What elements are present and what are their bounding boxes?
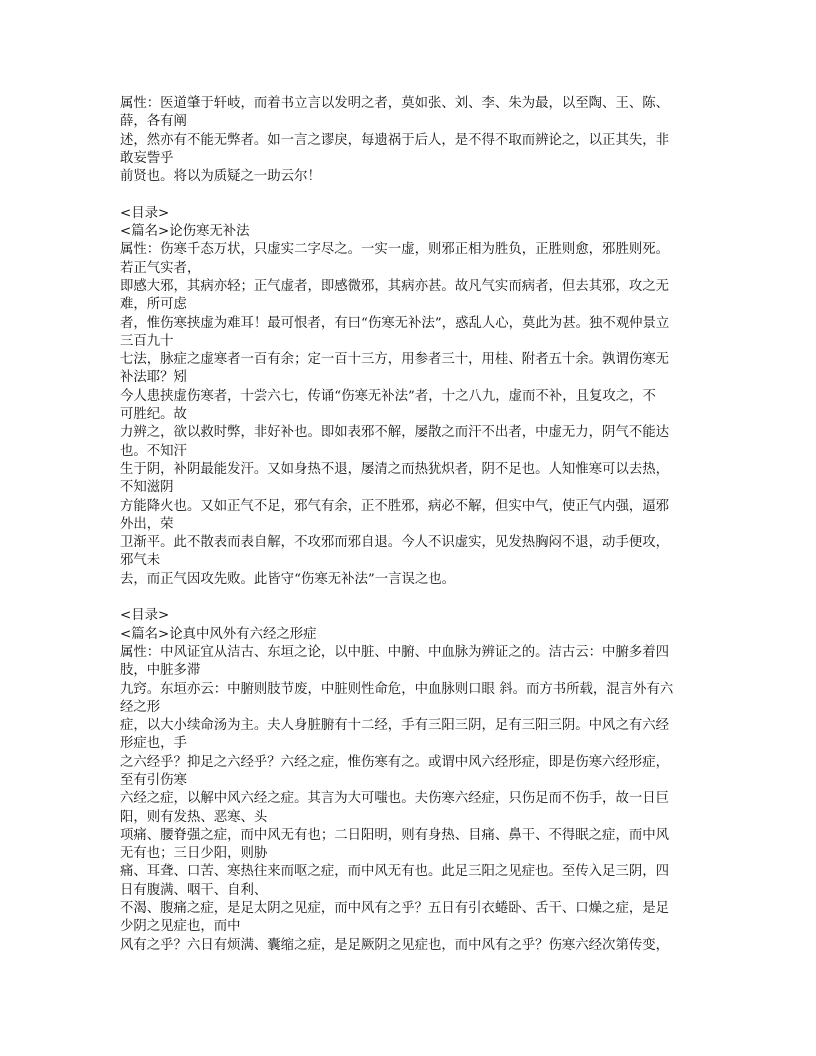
text-line: 风有之乎？六日有烦满、囊缩之症，是足厥阴之见症也，而中风有之乎？伤寒六经次第传变， — [120, 937, 670, 953]
text-line: 经之形 — [120, 699, 161, 715]
text-line: 六经之症，以解中风六经之症。其言为大可嗤也。夫伤寒六经症，只伤足而不伤手，故一日巨 — [120, 791, 670, 807]
text-line: 属性：中风证宜从洁古、东垣之论，以中脏、中腑、中血脉为辨证之的。洁古云：中腑多着四 — [120, 644, 670, 660]
text-line: 肢，中脏多滞 — [120, 663, 201, 679]
section-stroke-six-channels — [120, 607, 700, 955]
text-line: 前贤也。将以为质疑之一助云尔！ — [120, 169, 321, 185]
section-no-tonify — [120, 205, 700, 589]
text-line: 力辨之，欲以救时弊，非好补也。即如表邪不解，屡散之而汗不出者，中虚无力，阴气不能达 — [120, 425, 670, 441]
text-line: 项痛、腰脊强之症，而中风无有也；二日阳明，则有身热、目痛、鼻干、不得眠之症，而中风 — [120, 827, 670, 843]
text-line: 敢妄訾乎 — [120, 150, 174, 166]
text-line: 若正气实者， — [120, 260, 201, 276]
text-line: 三百九十 — [120, 333, 174, 349]
text-line: 邪气未 — [120, 553, 161, 569]
text-line: 外出，荣 — [120, 516, 174, 532]
text-line: 不渴、腹痛之症，是足太阴之见症，而中风有之乎？五日有引衣蜷卧、舌干、口燥之症，是足 — [120, 901, 670, 917]
text-line: 补法耶？矧 — [120, 370, 187, 386]
text-line: 者，惟伤寒挟虚为难耳！最可恨者，有曰“伤寒无补法”，惑乱人心，莫此为甚。独不观仲景立 — [120, 315, 670, 331]
text-line: 述，然亦有不能无弊者。如一言之谬戾，每遗祸于后人，是不得不取而辨论之，以正其失，非 — [120, 132, 670, 148]
chapter-title: <篇名>论伤寒无补法 — [120, 224, 250, 240]
text-line: 无有也；三日少阳，则胁 — [120, 846, 268, 862]
toc-marker: <目录> — [120, 205, 170, 221]
text-line: 九窍。东垣亦云：中腑则肢节废，中脏则性命危，中血脉则口眼 斜。而方书所载，混言外有六 — [120, 681, 674, 697]
section-spacer — [120, 589, 700, 607]
text-line: 日有腹满、咽干、自利、 — [120, 882, 268, 898]
text-line: 今人患挟虚伤寒者，十尝六七，传诵“伤寒无补法”者，十之八九，虚而不补，且复攻之，不 — [120, 388, 656, 404]
text-line: 阳，则有发热、恶寒、头 — [120, 809, 268, 825]
chapter-title: <篇名>论真中风外有六经之形症 — [120, 626, 317, 642]
text-line: 少阴之见症也，而中 — [120, 919, 241, 935]
text-line: 至有引伤寒 — [120, 772, 187, 788]
text-line: 薛，各有阐 — [120, 114, 187, 130]
section-spacer — [120, 186, 700, 204]
intro-paragraph — [120, 95, 700, 186]
toc-marker: <目录> — [120, 608, 170, 624]
text-line: 痛、耳聋、口苦、寒热往来而呕之症，而中风无有也。此足三阳之见症也。至传入足三阴，四 — [120, 864, 670, 880]
text-line: 也。不知汗 — [120, 443, 187, 459]
text-line: 去，而正气因攻先败。此皆守“伤寒无补法”一言误之也。 — [120, 571, 456, 587]
text-line: 生于阴，补阴最能发汗。又如身热不退，屡清之而热犹炽者，阴不足也。人知惟寒可以去热， — [120, 461, 670, 477]
text-line: 难，所可虑 — [120, 297, 187, 313]
text-line: 症，以大小续命汤为主。夫人身脏腑有十二经，手有三阳三阴，足有三阳三阴。中风之有六经 — [120, 718, 670, 734]
text-line: 卫渐平。此不散表而表自解，不攻邪而邪自退。今人不识虚实，见发热胸闷不退，动手便攻， — [120, 535, 670, 551]
text-line: 可胜纪。故 — [120, 407, 187, 423]
text-line: 即感大邪，其病亦轻；正气虚者，即感微邪，其病亦甚。故凡气实而病者，但去其邪，攻之无 — [120, 278, 670, 294]
text-line: 之六经乎？抑足之六经乎？六经之症，惟伤寒有之。或谓中风六经形症，即是伤寒六经形症， — [120, 754, 670, 770]
text-line: 属性：医道肇于轩岐，而着书立言以发明之者，莫如张、刘、李、朱为最，以至陶、王、陈、 — [120, 96, 670, 111]
text-line: 属性：伤寒千态万状，只虚实二字尽之。一实一虚，则邪正相为胜负，正胜则愈，邪胜则死。 — [120, 242, 670, 258]
text-line: 七法，脉症之虚寒者一百有余；定一百十三方，用参者三十，用桂、附者五十余。孰谓伤寒无 — [120, 352, 670, 368]
document-page — [120, 95, 700, 955]
text-line: 形症也，手 — [120, 736, 187, 752]
text-line: 方能降火也。又如正气不足，邪气有余，正不胜邪，病必不解，但实中气，使正气内强，逼邪 — [120, 498, 670, 514]
text-line: 不知滋阴 — [120, 480, 174, 496]
